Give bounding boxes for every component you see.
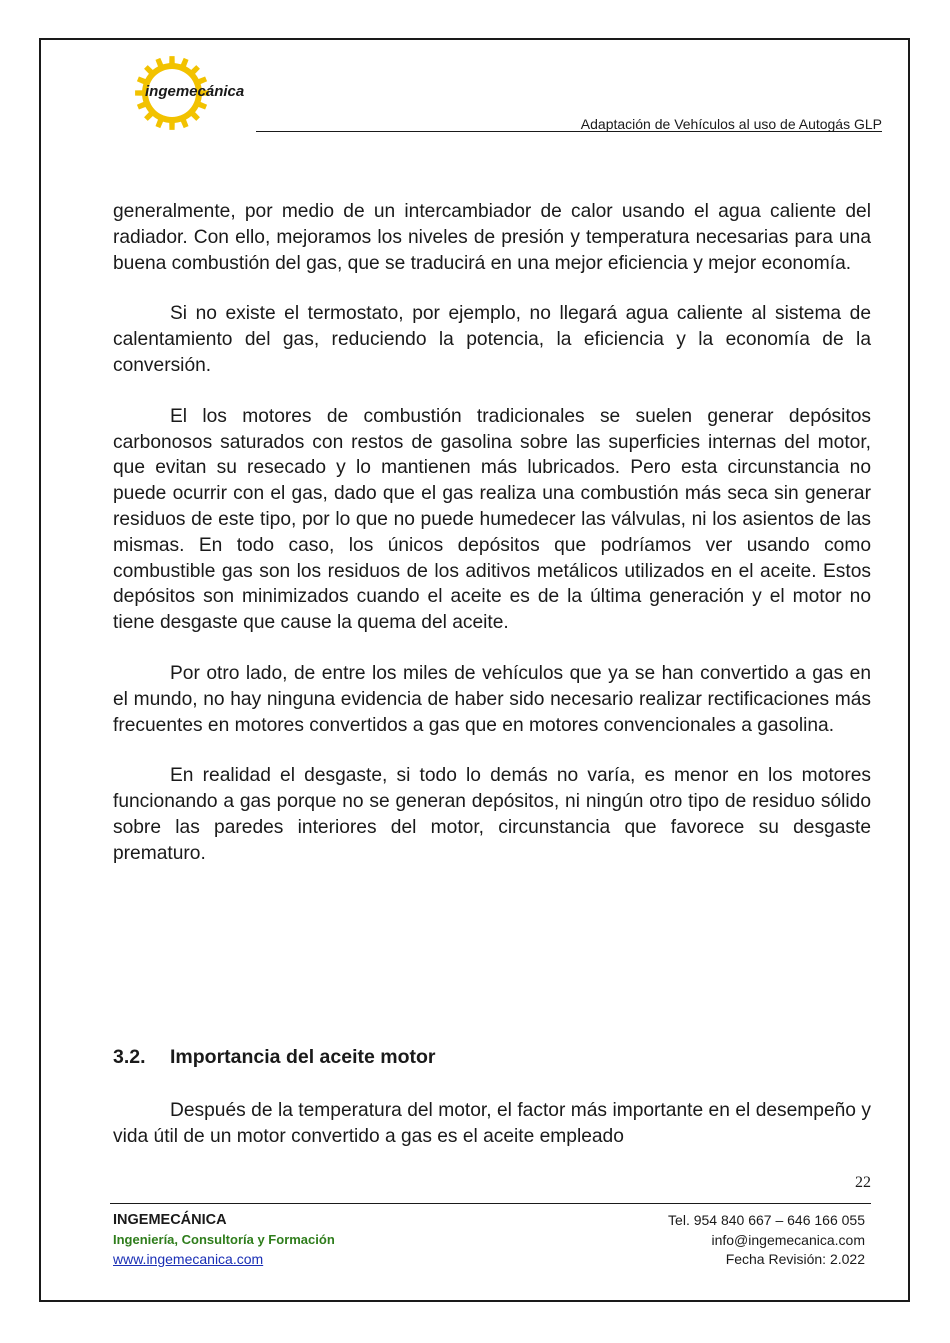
paragraph: Si no existe el termostato, por ejemplo, no llegará agua caliente al sistema de calentamiento del gas, reduciendo la potencia, la eficiencia y la economía de la conversión. bbox=[113, 303, 871, 376]
body-text bbox=[113, 199, 871, 892]
header-divider bbox=[256, 131, 882, 132]
section-number: 3.2. bbox=[113, 1046, 146, 1068]
paragraph: En realidad el desgaste, si todo lo demás no varía, es menor en los motores funcionando a gas porque no se generan depósitos, ni ningún otro tipo de residuo sólido sobre las paredes interiores del motor, circunstancia que favorece su desgaste prematuro. bbox=[113, 765, 871, 864]
page-number: 22 bbox=[855, 1174, 871, 1191]
footer-email: info@ingemecanica.com bbox=[711, 1231, 865, 1248]
section-paragraph: Después de la temperatura del motor, el factor más importante en el desempeño y vida útil de un motor convertido a gas es el aceite empleado bbox=[113, 1100, 871, 1147]
paragraph: El los motores de combustión tradicionales se suelen generar depósitos carbonosos saturados con restos de gasolina sobre las superficies internas del motor, que evitan su resecado y lo mantienen más lubricados. Pero esta circunstancia no puede ocurrir con el gas, dado que el gas realiza una combustión más seca sin generar residuos de este tipo, por lo que no puede humedecer las válvulas, ni los asientos de las mismas. En todo caso, los únicos depósitos que podríamos ver usando como combustible gas son los residuos de los aditivos metálicos utilizados en el aceite. Estos depósitos son minimizados cuando el aceite es de la última generación y el motor no tiene desgaste que cause la quema del aceite. bbox=[113, 405, 871, 634]
footer-contact-block bbox=[668, 1211, 865, 1270]
footer-company: INGEMECÁNICA bbox=[113, 1212, 227, 1228]
logo-text: ingemecánica bbox=[145, 83, 245, 100]
paragraph: Por otro lado, de entre los miles de vehículos que ya se han convertido a gas en el mundo, no hay ninguna evidencia de haber sido necesario realizar rectificaciones más frecuentes en motores convertidos a gas que en motores convencionales a gasolina. bbox=[113, 662, 871, 736]
footer-divider bbox=[110, 1203, 871, 1204]
footer-revision: Fecha Revisión: 2.022 bbox=[725, 1251, 865, 1267]
ingemecanica-logo bbox=[131, 56, 261, 130]
footer-company-block bbox=[113, 1211, 335, 1269]
section-title: Importancia del aceite motor bbox=[170, 1046, 436, 1068]
document-title: Adaptación de Vehículos al uso de Autogás GLP bbox=[580, 116, 882, 132]
footer-phone: Tel. 954 840 667 – 646 166 055 bbox=[668, 1212, 865, 1228]
paragraph: generalmente, por medio de un intercambiador de calor usando el agua caliente del radiador. Con ello, mejoramos los niveles de presión y temperatura necesarias para una buena combustión del gas, que se traducirá en una mejor eficiencia y mejor economía. bbox=[113, 201, 871, 274]
footer-website-link[interactable]: www.ingemecanica.com bbox=[113, 1251, 264, 1267]
section-heading bbox=[113, 1046, 436, 1069]
footer-tagline: Ingeniería, Consultoría y Formación bbox=[113, 1232, 335, 1247]
